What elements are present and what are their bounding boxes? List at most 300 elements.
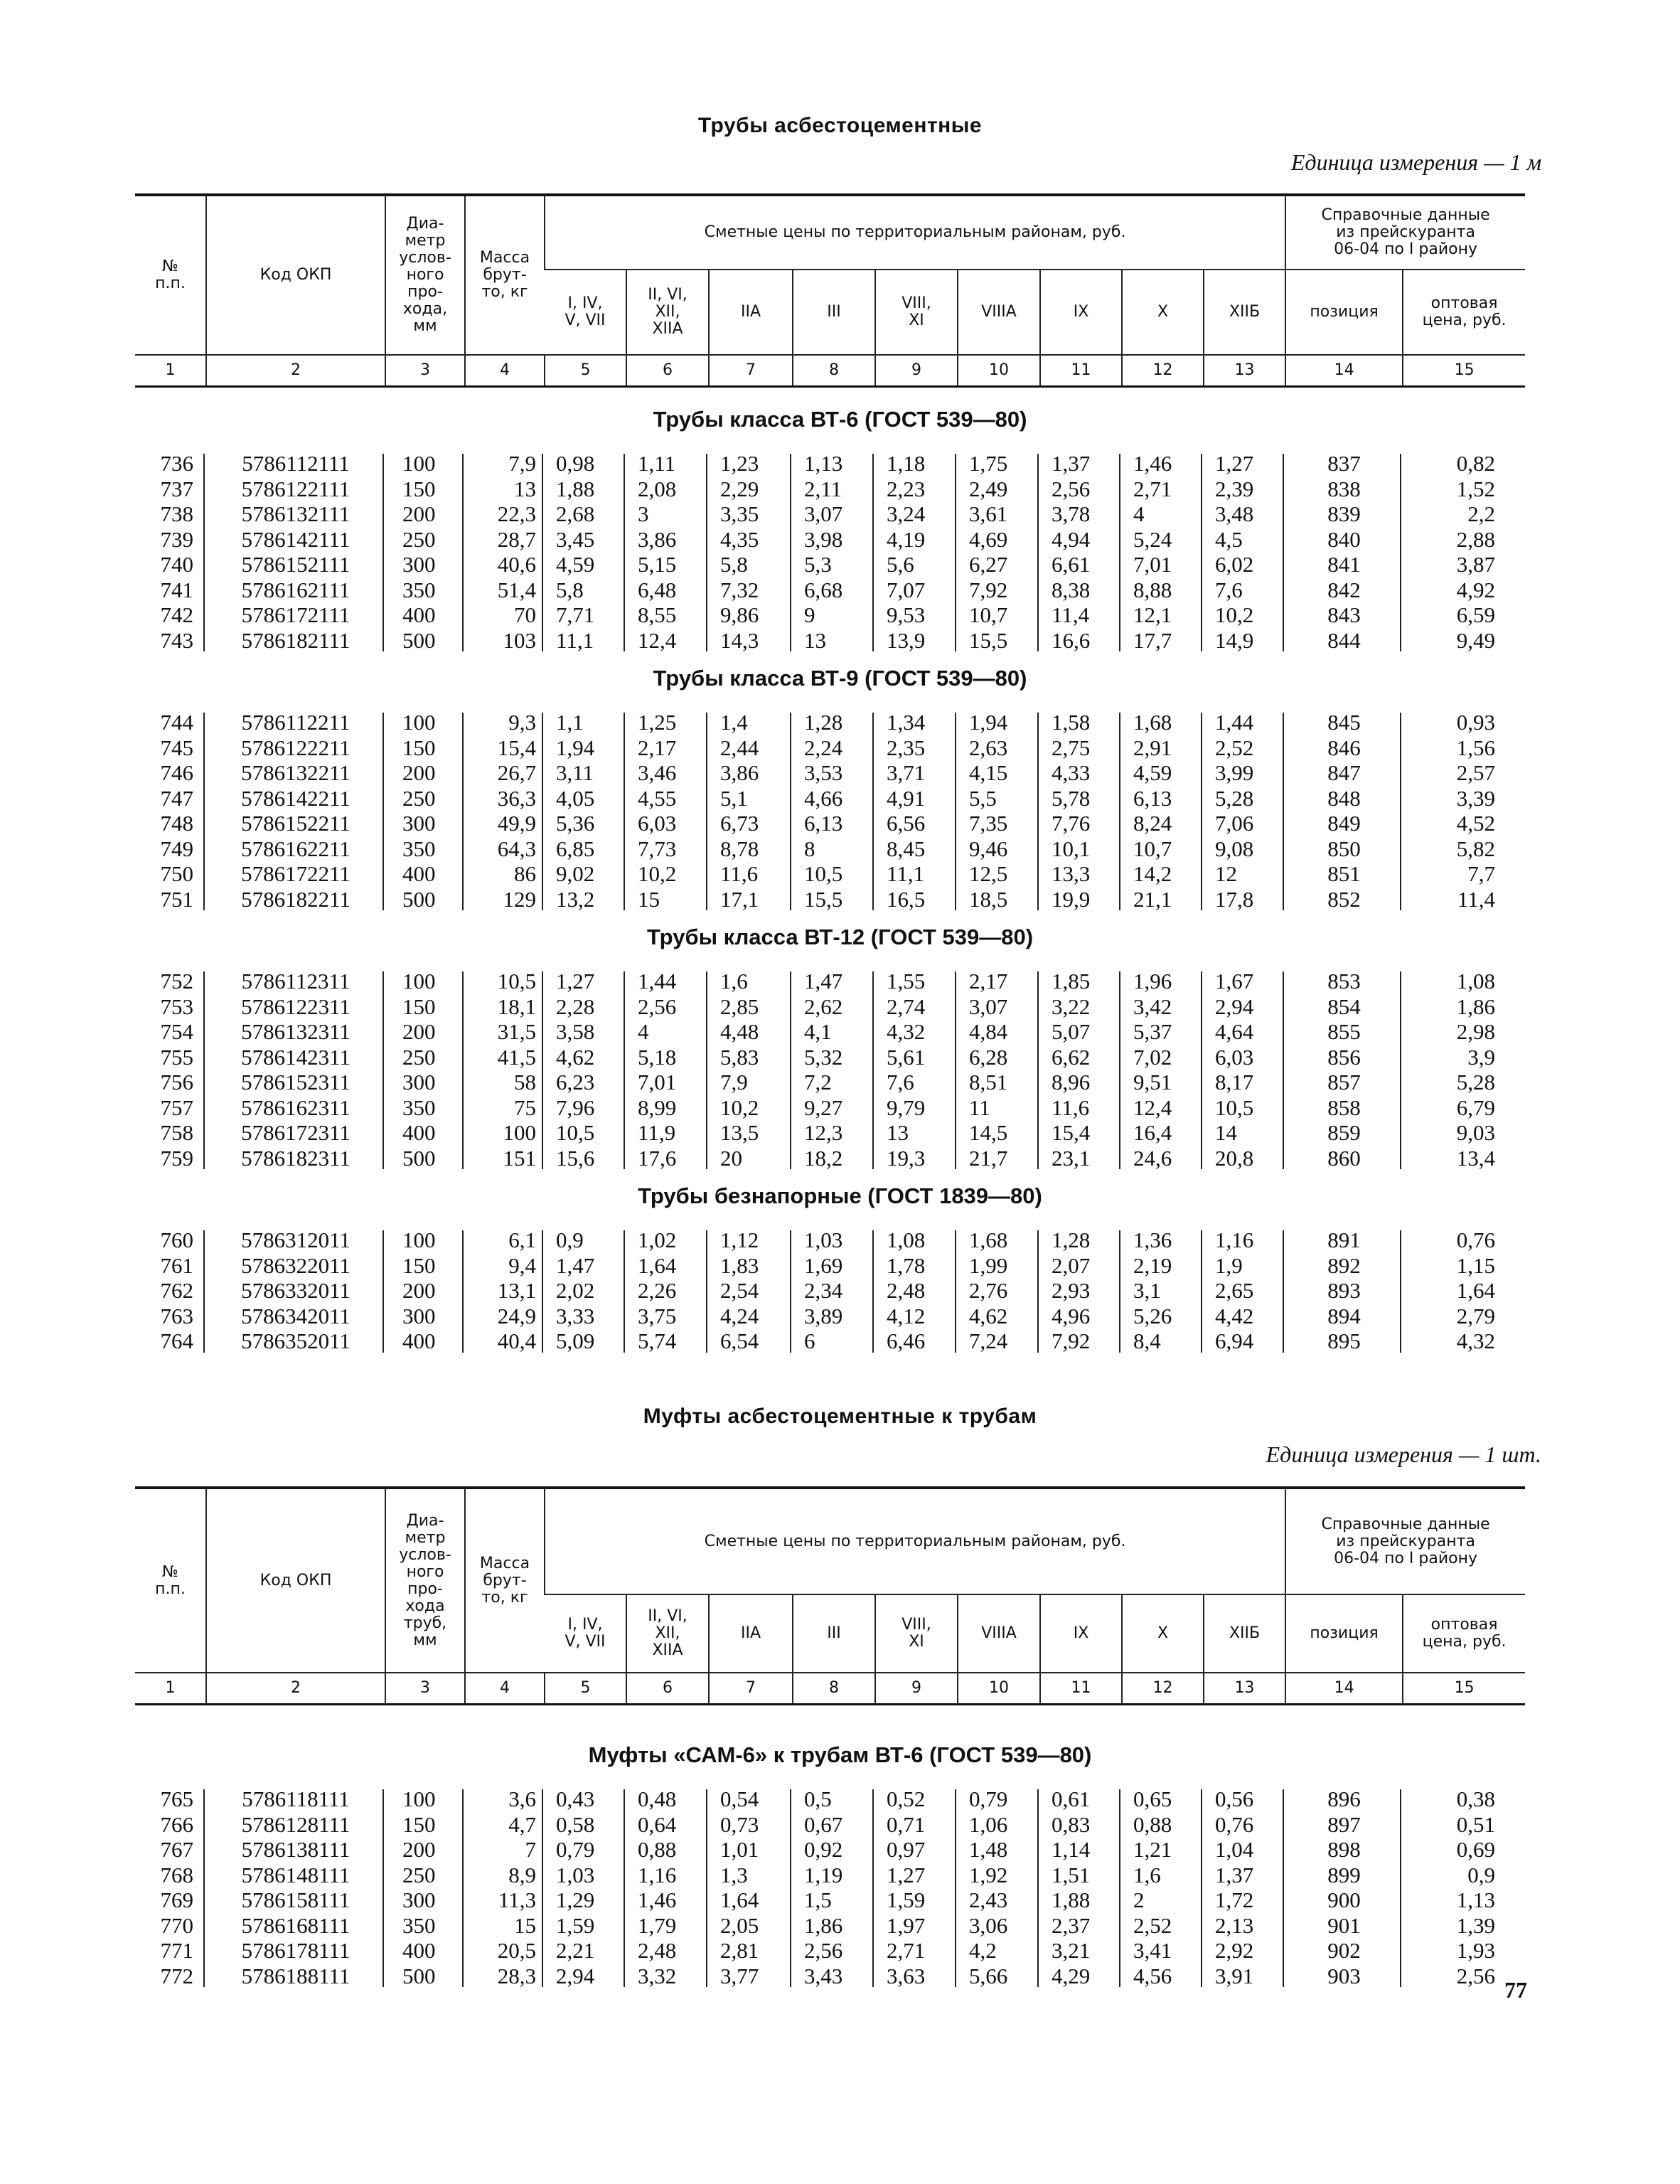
table-cell: 15,5 xyxy=(804,886,843,912)
table-cell: 3,42 xyxy=(1133,994,1172,1019)
table-row xyxy=(135,1120,1525,1146)
page-title-couplings: Муфты асбестоцементные к трубам xyxy=(643,1405,1037,1428)
table-cell: 8,38 xyxy=(1052,577,1091,602)
table-cell: 1,64 xyxy=(1456,1278,1495,1303)
table-cell: 6,73 xyxy=(720,811,759,836)
table-cell: 753 xyxy=(160,994,193,1019)
table-cell: 5786168111 xyxy=(241,1912,351,1938)
table-row xyxy=(135,836,1525,862)
column-number: 13 xyxy=(1204,355,1285,387)
table-cell: 3,07 xyxy=(969,994,1008,1019)
table-row xyxy=(135,1070,1525,1095)
table-cell: 4,5 xyxy=(1215,526,1243,552)
table-row xyxy=(135,1304,1525,1329)
table-cell: 2,74 xyxy=(887,994,926,1019)
table-cell: 1,39 xyxy=(1456,1912,1495,1938)
table-cell: 3,86 xyxy=(720,760,759,785)
table-cell: 896 xyxy=(1327,1786,1361,1811)
column-number: 8 xyxy=(793,1673,875,1705)
table-row xyxy=(135,1227,1525,1253)
table-cell: 6,27 xyxy=(969,552,1008,577)
table-cell: 1,59 xyxy=(887,1887,926,1912)
table-cell: 11,4 xyxy=(1457,886,1495,912)
table-cell: 5786112311 xyxy=(241,969,351,994)
table-cell: 4,32 xyxy=(1456,1328,1495,1353)
column-number: 10 xyxy=(958,355,1040,387)
table-cell: 3,6 xyxy=(508,1786,536,1811)
table-cell: 5,74 xyxy=(638,1328,677,1353)
table-cell: 15 xyxy=(514,1912,536,1938)
table-cell: 2,29 xyxy=(720,476,759,501)
header-region: IX xyxy=(1040,270,1122,355)
table-cell: 746 xyxy=(160,760,193,785)
section-title: Муфты «САМ-6» к трубам ВТ-6 (ГОСТ 539—80) xyxy=(588,1742,1092,1767)
table-cell: 4,66 xyxy=(804,785,843,811)
table-cell: 9,4 xyxy=(508,1252,536,1278)
table-cell: 1,94 xyxy=(556,735,595,760)
header-region: XIIБ xyxy=(1204,270,1285,355)
table-row xyxy=(135,552,1525,577)
table-cell: 2,65 xyxy=(1215,1278,1254,1303)
header-region: IIA xyxy=(709,1594,793,1673)
header-no: № п.п. xyxy=(135,1488,206,1673)
table-cell: 2,75 xyxy=(1052,735,1091,760)
table-cell: 1,86 xyxy=(804,1912,843,1938)
table-cell: 5786312011 xyxy=(241,1227,351,1252)
table-cell: 11,1 xyxy=(887,861,925,886)
table-cell: 4,56 xyxy=(1133,1963,1172,1988)
table-cell: 0,9 xyxy=(556,1227,584,1252)
table-cell: 6,03 xyxy=(1215,1044,1254,1070)
table-cell: 200 xyxy=(402,1837,436,1862)
table-cell: 4,91 xyxy=(887,785,926,811)
table-cell: 4,32 xyxy=(887,1019,926,1044)
table-cell: 1,86 xyxy=(1456,994,1495,1019)
table-cell: 1,28 xyxy=(1052,1227,1091,1252)
table-cell: 2,56 xyxy=(638,994,677,1019)
table-row xyxy=(135,1964,1525,1989)
table-cell: 5,24 xyxy=(1133,526,1172,552)
table-cell: 400 xyxy=(402,861,436,886)
header-region: IX xyxy=(1040,1594,1122,1673)
table-cell: 12,3 xyxy=(804,1120,843,1145)
table-cell: 400 xyxy=(402,1938,436,1963)
table-cell: 2,44 xyxy=(720,735,759,760)
table-cell: 11,3 xyxy=(498,1887,536,1912)
table-cell: 0,73 xyxy=(720,1811,759,1837)
table-cell: 844 xyxy=(1327,627,1361,653)
table-cell: 9,51 xyxy=(1133,1070,1172,1094)
table-cell: 9,02 xyxy=(556,861,595,886)
table-row xyxy=(135,760,1525,786)
table-cell: 1,3 xyxy=(720,1862,748,1887)
table-cell: 4,24 xyxy=(720,1303,759,1328)
table-cell: 9,49 xyxy=(1456,627,1495,653)
table-cell: 300 xyxy=(402,1887,436,1912)
table-cell: 4,48 xyxy=(720,1019,759,1044)
table-cell: 3,48 xyxy=(1215,501,1254,526)
page-title: Трубы асбестоцементные xyxy=(697,114,983,137)
table-cell: 1,12 xyxy=(720,1227,759,1252)
table-cell: 13 xyxy=(804,627,826,653)
table-cell: 3,58 xyxy=(556,1019,595,1044)
table-cell: 11,1 xyxy=(556,627,594,653)
table-cell: 5786178111 xyxy=(241,1938,351,1963)
table-cell: 16,4 xyxy=(1133,1120,1172,1145)
table-cell: 1,19 xyxy=(804,1862,843,1887)
table-cell: 5786122211 xyxy=(241,735,351,760)
table-cell: 1,67 xyxy=(1215,969,1254,994)
table-cell: 1,01 xyxy=(720,1837,759,1862)
column-number: 10 xyxy=(958,1673,1040,1705)
table-cell: 20,5 xyxy=(497,1938,536,1963)
table-cell: 749 xyxy=(160,836,193,861)
table-cell: 7,76 xyxy=(1052,811,1091,836)
table-cell: 6,13 xyxy=(1133,785,1172,811)
table-cell: 40,6 xyxy=(497,552,536,577)
table-cell: 21,7 xyxy=(969,1145,1008,1171)
table-cell: 103 xyxy=(503,627,536,653)
header-region: XIIБ xyxy=(1204,1594,1285,1673)
table-cell: 150 xyxy=(402,994,436,1019)
table-cell: 1,28 xyxy=(804,710,843,735)
table-cell: 1,64 xyxy=(638,1252,677,1278)
table-row xyxy=(135,887,1525,912)
table-cell: 2,57 xyxy=(1456,760,1495,785)
table-cell: 2,07 xyxy=(1052,1252,1091,1278)
page-number: 77 xyxy=(1504,1977,1527,2003)
table-cell: 748 xyxy=(160,811,193,836)
header-wholesale-price: оптовая цена, руб. xyxy=(1403,270,1525,355)
table-cell: 2,94 xyxy=(1215,994,1254,1019)
table-cell: 7,02 xyxy=(1133,1044,1172,1070)
table-cell: 750 xyxy=(160,861,193,886)
table-cell: 6 xyxy=(804,1328,815,1353)
table-cell: 5786142111 xyxy=(241,526,351,552)
table-cell: 2,19 xyxy=(1133,1252,1172,1278)
table-cell: 17,6 xyxy=(638,1145,677,1171)
table-cell: 2,48 xyxy=(638,1938,677,1963)
table-cell: 895 xyxy=(1327,1328,1361,1353)
table-cell: 0,93 xyxy=(1456,710,1495,735)
table-cell: 0,79 xyxy=(969,1786,1008,1811)
table-cell: 846 xyxy=(1327,735,1361,760)
table-cell: 15,4 xyxy=(497,735,536,760)
table-cell: 0,54 xyxy=(720,1786,759,1811)
table-cell: 9,46 xyxy=(969,836,1008,861)
table-cell: 7,71 xyxy=(556,602,595,627)
table-cell: 4,96 xyxy=(1052,1303,1091,1328)
table-cell: 3,78 xyxy=(1052,501,1091,526)
table-cell: 860 xyxy=(1327,1145,1361,1171)
table-cell: 250 xyxy=(402,1862,436,1887)
table-cell: 758 xyxy=(160,1120,193,1145)
table-header-pipes xyxy=(135,193,1525,388)
table-cell: 4,94 xyxy=(1052,526,1091,552)
table-cell: 150 xyxy=(402,1252,436,1278)
table-cell: 19,3 xyxy=(887,1145,926,1171)
table-cell: 1,99 xyxy=(969,1252,1008,1278)
table-cell: 1,44 xyxy=(638,969,677,994)
table-cell: 5786138111 xyxy=(241,1837,351,1862)
table-cell: 11,9 xyxy=(638,1120,676,1145)
table-cell: 24,9 xyxy=(497,1303,536,1328)
table-cell: 8 xyxy=(804,836,815,861)
table-cell: 15 xyxy=(638,886,660,912)
header-diameter: Диа- метр услов- ного про- хода труб, мм xyxy=(385,1488,465,1673)
table-row xyxy=(135,969,1525,994)
table-cell: 751 xyxy=(160,886,193,912)
table-cell: 2,34 xyxy=(804,1278,843,1303)
table-cell: 855 xyxy=(1327,1019,1361,1044)
table-cell: 1,88 xyxy=(1052,1887,1091,1912)
table-row xyxy=(135,1812,1525,1838)
table-cell: 1,83 xyxy=(720,1252,759,1278)
table-cell: 743 xyxy=(160,627,193,653)
table-cell: 2 xyxy=(1133,1887,1145,1912)
table-cell: 15,5 xyxy=(969,627,1008,653)
table-cell: 17,8 xyxy=(1215,886,1254,912)
table-cell: 6,54 xyxy=(720,1328,759,1353)
table-cell: 6,03 xyxy=(638,811,677,836)
table-cell: 767 xyxy=(160,1837,193,1862)
table-cell: 1,78 xyxy=(887,1252,926,1278)
table-cell: 0,51 xyxy=(1456,1811,1495,1837)
table-cell: 8,17 xyxy=(1215,1070,1254,1094)
table-cell: 100 xyxy=(402,710,436,735)
header-position: позиция xyxy=(1285,270,1403,355)
table-cell: 0,98 xyxy=(556,451,595,476)
table-cell: 1,46 xyxy=(638,1887,677,1912)
table-cell: 24,6 xyxy=(1133,1145,1172,1171)
section-title: Трубы класса ВТ-12 (ГОСТ 539—80) xyxy=(646,925,1034,949)
table-cell: 7 xyxy=(525,1837,536,1862)
table-row xyxy=(135,994,1525,1020)
table-cell: 2,39 xyxy=(1215,476,1254,501)
table-cell: 2,81 xyxy=(720,1938,759,1963)
table-cell: 764 xyxy=(160,1328,193,1353)
table-cell: 5786118111 xyxy=(242,1786,350,1811)
table-cell: 770 xyxy=(160,1912,193,1938)
table-cell: 744 xyxy=(160,710,193,735)
table-cell: 1,14 xyxy=(1052,1837,1091,1862)
header-region: III xyxy=(793,270,875,355)
table-cell: 759 xyxy=(160,1145,193,1171)
table-row xyxy=(135,1019,1525,1045)
column-number: 3 xyxy=(385,355,465,387)
table-cell: 36,3 xyxy=(497,785,536,811)
table-cell: 4,35 xyxy=(720,526,759,552)
header-diameter: Диа- метр услов- ного про- хода, мм xyxy=(385,195,465,355)
table-cell: 0,64 xyxy=(638,1811,677,1837)
table-cell: 100 xyxy=(402,1227,436,1252)
table-row xyxy=(135,1837,1525,1863)
table-cell: 840 xyxy=(1327,526,1361,552)
table-cell: 4,19 xyxy=(887,526,926,552)
table-cell: 15,6 xyxy=(556,1145,595,1171)
table-cell: 0,52 xyxy=(887,1786,926,1811)
table-cell: 5,5 xyxy=(969,785,997,811)
table-cell: 1,58 xyxy=(1052,710,1091,735)
table-cell: 3,35 xyxy=(720,501,759,526)
table-cell: 7,01 xyxy=(1133,552,1172,577)
table-cell: 2,28 xyxy=(556,994,595,1019)
table-cell: 5786332011 xyxy=(241,1278,351,1303)
table-cell: 3,46 xyxy=(638,760,677,785)
table-cell: 350 xyxy=(402,1912,436,1938)
section-title: Трубы класса ВТ-9 (ГОСТ 539—80) xyxy=(653,666,1027,691)
table-cell: 250 xyxy=(402,526,436,552)
table-row xyxy=(135,628,1525,654)
table-cell: 350 xyxy=(402,1094,436,1120)
table-cell: 0,71 xyxy=(887,1811,926,1837)
table-cell: 5,61 xyxy=(887,1044,926,1070)
table-row xyxy=(135,527,1525,553)
table-cell: 1,21 xyxy=(1133,1837,1172,1862)
table-cell: 6,85 xyxy=(556,836,595,861)
table-cell: 6,62 xyxy=(1052,1044,1091,1070)
table-cell: 1,6 xyxy=(1133,1862,1161,1887)
table-cell: 2,56 xyxy=(1456,1963,1495,1988)
table-cell: 897 xyxy=(1327,1811,1361,1837)
table-cell: 5786132311 xyxy=(241,1019,351,1044)
table-cell: 0,69 xyxy=(1456,1837,1495,1862)
section-title: Трубы класса ВТ-6 (ГОСТ 539—80) xyxy=(653,407,1027,432)
table-cell: 8,96 xyxy=(1052,1070,1091,1094)
table-cell: 2,91 xyxy=(1133,735,1172,760)
table-cell: 0,9 xyxy=(1467,1862,1495,1887)
table-cell: 1,08 xyxy=(887,1227,926,1252)
column-number: 7 xyxy=(709,355,793,387)
table-cell: 1,52 xyxy=(1456,476,1495,501)
table-cell: 5,15 xyxy=(638,552,677,577)
table-row xyxy=(135,811,1525,836)
header-region: X xyxy=(1122,270,1204,355)
table-header-couplings xyxy=(135,1486,1525,1705)
table-cell: 1,93 xyxy=(1456,1938,1495,1963)
table-cell: 13 xyxy=(514,476,536,501)
table-cell: 1,59 xyxy=(556,1912,595,1938)
table-cell: 1,03 xyxy=(556,1862,595,1887)
table-cell: 1,96 xyxy=(1133,969,1172,994)
table-cell: 761 xyxy=(160,1252,193,1278)
table-cell: 1,4 xyxy=(720,710,748,735)
table-cell: 250 xyxy=(402,785,436,811)
table-cell: 741 xyxy=(160,577,193,602)
table-cell: 8,4 xyxy=(1133,1328,1161,1353)
table-cell: 13 xyxy=(887,1120,909,1145)
column-number: 1 xyxy=(165,361,176,379)
column-number: 14 xyxy=(1285,355,1403,387)
table-cell: 5786162111 xyxy=(241,577,351,602)
table-cell: 5786158111 xyxy=(241,1887,351,1912)
table-cell: 3,61 xyxy=(969,501,1008,526)
table-cell: 86 xyxy=(514,861,536,886)
header-region: I, IV, V, VII xyxy=(545,270,626,355)
table-cell: 5786152311 xyxy=(241,1070,351,1094)
table-cell: 850 xyxy=(1327,836,1361,861)
table-cell: 5,82 xyxy=(1456,836,1495,861)
table-cell: 1,55 xyxy=(887,969,926,994)
table-cell: 3,07 xyxy=(804,501,843,526)
table-cell: 4,59 xyxy=(556,552,595,577)
table-cell: 20 xyxy=(720,1145,742,1171)
table-cell: 4,1 xyxy=(804,1019,832,1044)
table-cell: 5786172311 xyxy=(241,1120,351,1145)
table-cell: 22,3 xyxy=(497,501,536,526)
table-row xyxy=(135,501,1525,527)
table-cell: 13,3 xyxy=(1052,861,1091,886)
table-cell: 766 xyxy=(160,1811,193,1837)
table-cell: 5,1 xyxy=(720,785,748,811)
table-cell: 0,83 xyxy=(1052,1811,1091,1837)
table-cell: 5,09 xyxy=(556,1328,595,1353)
table-cell: 8,55 xyxy=(638,602,677,627)
table-cell: 5,37 xyxy=(1133,1019,1172,1044)
table-cell: 10,2 xyxy=(638,861,677,886)
table-cell: 13,4 xyxy=(1456,1145,1495,1171)
table-cell: 5786162211 xyxy=(241,836,351,861)
table-cell: 250 xyxy=(402,1044,436,1070)
table-cell: 854 xyxy=(1327,994,1361,1019)
table-cell: 2,37 xyxy=(1052,1912,1091,1938)
table-cell: 10,2 xyxy=(1215,602,1254,627)
table-cell: 0,88 xyxy=(1133,1811,1172,1837)
table-cell: 0,76 xyxy=(1456,1227,1495,1252)
column-number: 13 xyxy=(1204,1673,1285,1705)
table-cell: 10,2 xyxy=(720,1094,759,1120)
table-cell: 17,1 xyxy=(720,886,759,912)
header-region: III xyxy=(793,1594,875,1673)
table-cell: 9,27 xyxy=(804,1094,843,1120)
column-number: 6 xyxy=(626,1673,709,1705)
table-cell: 847 xyxy=(1327,760,1361,785)
table-cell: 1,27 xyxy=(887,1862,926,1887)
table-cell: 772 xyxy=(160,1963,193,1988)
table-cell: 300 xyxy=(402,811,436,836)
table-cell: 5786342011 xyxy=(241,1303,351,1328)
table-cell: 5786132211 xyxy=(241,760,351,785)
table-cell: 2,98 xyxy=(1456,1019,1495,1044)
table-cell: 16,5 xyxy=(887,886,926,912)
table-cell: 1,75 xyxy=(969,451,1008,476)
table-cell: 4,92 xyxy=(1456,577,1495,602)
table-cell: 5,26 xyxy=(1133,1303,1172,1328)
table-cell: 859 xyxy=(1327,1120,1361,1145)
table-cell: 1,13 xyxy=(1456,1887,1495,1912)
header-column-numbers xyxy=(135,1673,1525,1705)
table-cell: 754 xyxy=(160,1019,193,1044)
table-cell: 1,44 xyxy=(1215,710,1254,735)
table-cell: 8,88 xyxy=(1133,577,1172,602)
table-cell: 1,37 xyxy=(1215,1862,1254,1887)
section-rows xyxy=(135,969,1525,1171)
table-cell: 5,36 xyxy=(556,811,595,836)
table-row xyxy=(135,1328,1525,1354)
table-cell: 6,1 xyxy=(508,1227,536,1252)
table-cell: 1,5 xyxy=(804,1887,832,1912)
header-region: X xyxy=(1122,1594,1204,1673)
table-cell: 19,9 xyxy=(1052,886,1091,912)
table-cell: 1,16 xyxy=(638,1862,677,1887)
header-prices: Сметные цены по территориальным районам, руб. xyxy=(545,195,1285,270)
table-cell: 1,47 xyxy=(556,1252,595,1278)
table-cell: 2,11 xyxy=(804,476,842,501)
table-cell: 9,03 xyxy=(1456,1120,1495,1145)
column-number: 9 xyxy=(875,1673,958,1705)
table-cell: 5786182211 xyxy=(241,886,351,912)
table-cell: 2,52 xyxy=(1215,735,1254,760)
